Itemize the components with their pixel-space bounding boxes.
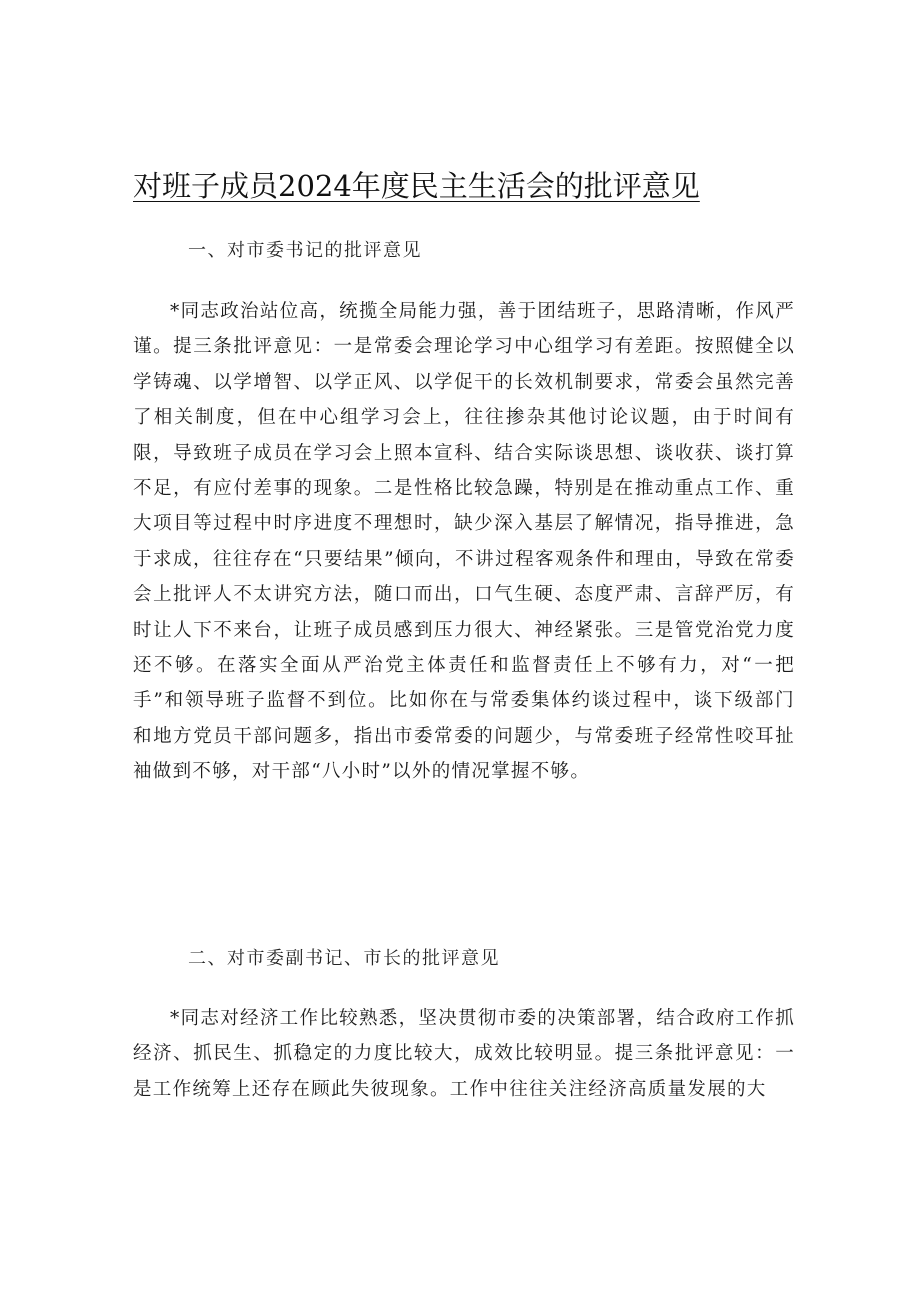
section-paragraph-1: *同志政治站位高，统揽全局能力强，善于团结班子，思路清晰，作风严谨。提三条批评意见：一是常委会理论学习中心组学习有差距。按照健全以学铸魂、以学增智、以学正风、以学促干的长效机制要求，常委会虽然完善了相关制度，但在中心组学习会上，往往掺杂其他讨论议题，由于时间有限，导致班子成员在学习会上照本宣科、结合实际谈思想、谈收获、谈打算不足，有应付差事的现象。二是性格比较急躁，特别是在推动重点工作、重大项目等过程中时序进度不理想时，缺少深入基层了解情况，指导推进，急于求成，往往存在“只要结果”倾向，不讲过程客观条件和理由，导致在常委会上批评人不太讲究方法，随口而出，口气生硬、态度严肃、言辞严厉，有时让人下不来台，让班子成员感到压力很大、神经紧张。三是管党治党力度还不够。在落实全面从严治党主体责任和监督责任上不够有力，对“一把手”和领导班子监督不到位。比如你在与常委集体约谈过程中，谈下级部门和地方党员干部问题多，指出市委常委的问题少，与常委班子经常性咬耳扯袖做到不够，对干部“八小时”以外的情况掌握不够。 [133, 301, 795, 783]
section-heading-2: 二、对市委副书记、市长的批评意见 [188, 948, 500, 969]
section-paragraph-2: *同志对经济工作比较熟悉，坚决贯彻市委的决策部署，结合政府工作抓经济、抓民生、抓稳定的力度比较大，成效比较明显。提三条批评意见：一是工作统筹上还存在顾此失彼现象。工作中往往关注经济高质量发展的大 [133, 1008, 795, 1100]
document-title: 对班子成员2024年度民主生活会的批评意见 [133, 169, 700, 203]
section-heading-1: 一、对市委书记的批评意见 [188, 240, 422, 261]
